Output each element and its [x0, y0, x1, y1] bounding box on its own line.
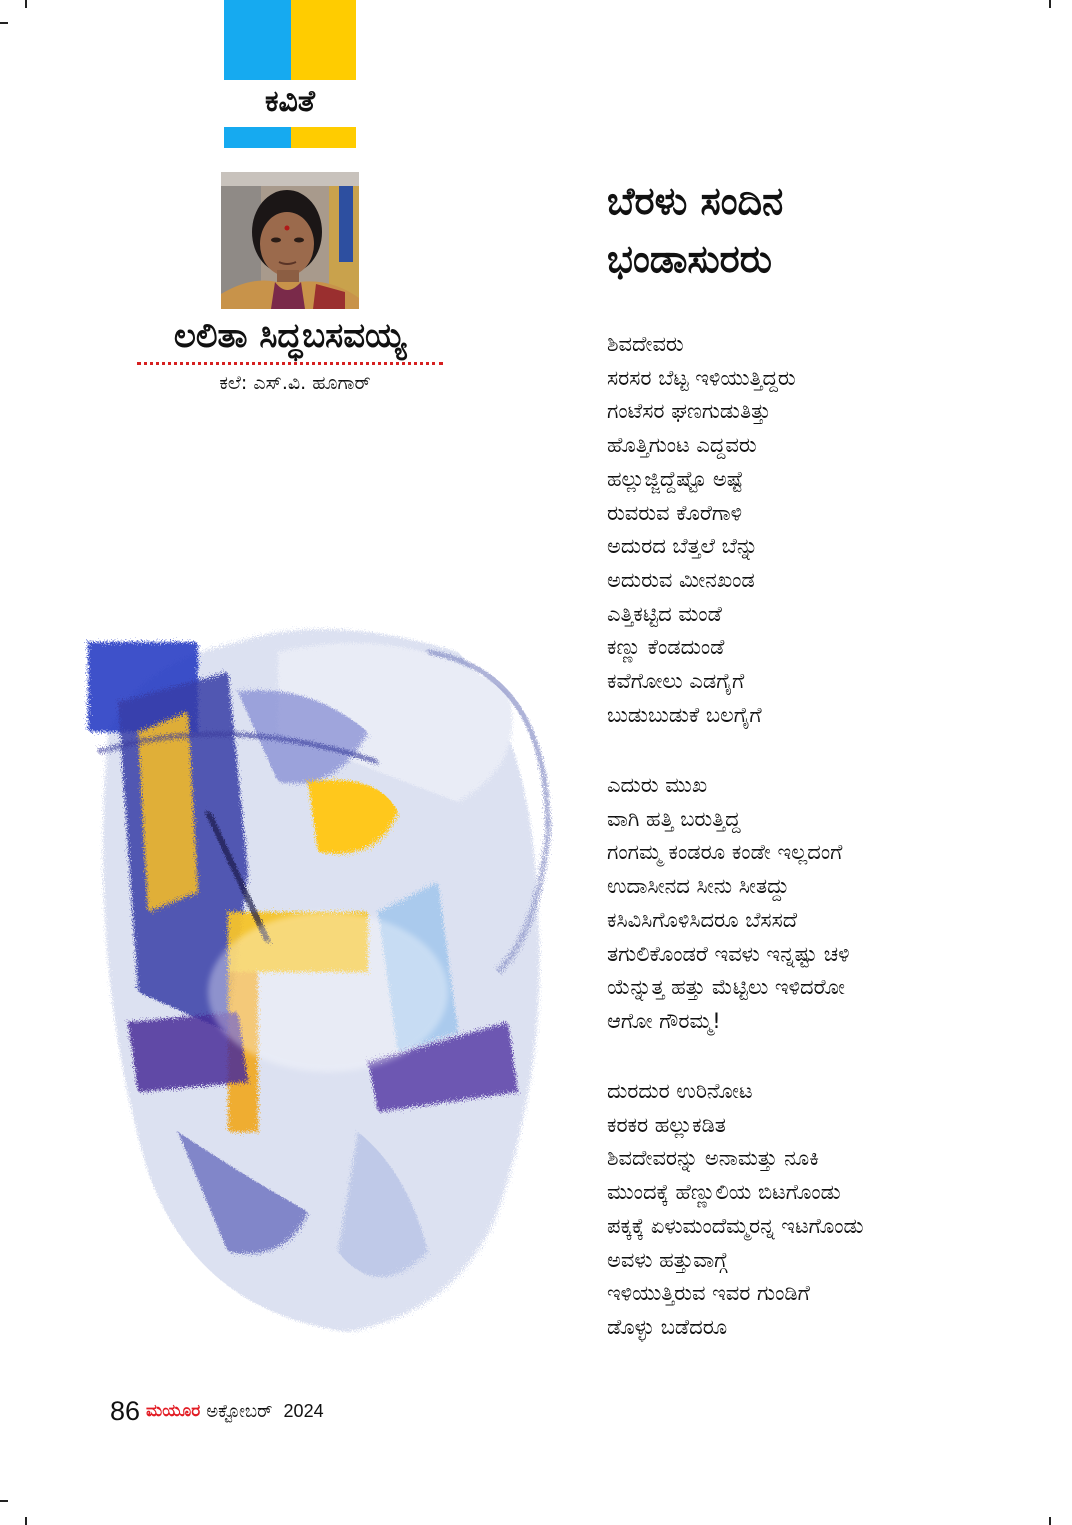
- section-label: ಕವಿತೆ: [265, 84, 315, 119]
- poem-line: ಅದುರುವ ಮೀನಖಂಡ: [607, 567, 755, 592]
- poem-stanza-3: [607, 1075, 1047, 1345]
- poem-line: ತಗುಲಿಕೊಂಡರೆ ಇವಳು ಇನ್ನಷ್ಟು ಚಳಿ: [607, 941, 850, 966]
- poem-line: ಮುಂದಕ್ಕೆ ಹೆಣ್ಣುಲಿಯ ಬಿಟಗೊಂಡು: [607, 1180, 841, 1205]
- poem-line: ಎತ್ತಿಕಟ್ಟಿದ ಮಂಡೆ: [607, 601, 722, 626]
- issue-month: ಅಕ್ಟೋಬರ್: [206, 1400, 273, 1421]
- poem-line: ರುವರುವ ಕೊರೆಗಾಳಿ: [607, 500, 743, 525]
- poem-stanza-2: [607, 769, 1047, 1039]
- art-credit: ಕಲೆ: ಎಸ್‌.ವಿ. ಹೂಗಾರ್: [219, 372, 371, 394]
- poem-title-line: ಬೆರಳು ಸಂದಿನ: [607, 179, 784, 223]
- poem-line: ಕಣ್ಣು ಕೆಂಡದುಂಡೆ: [607, 635, 725, 660]
- crop-mark: [0, 22, 8, 24]
- crop-mark: [0, 1500, 8, 1502]
- poem-line: ಶಿವದೇವರನ್ನು ಅನಾಮತ್ತು ನೂಕಿ: [607, 1146, 819, 1171]
- poem-title: [607, 172, 1047, 288]
- poem-line: ಅವಳು ಹತ್ತುವಾಗ್ಗೆ: [607, 1247, 728, 1272]
- author-name: ಲಲಿತಾ ಸಿದ್ಧಬಸವಯ್ಯ: [173, 316, 407, 356]
- poem-line: ಬುಡುಬುಡುಕೆ ಬಲಗೈಗೆ: [607, 702, 762, 727]
- poem-line: ಶಿವದೇವರು: [607, 332, 684, 356]
- magazine-name: ಮಯೂರ: [146, 1401, 201, 1421]
- poem-line: ಹೊತ್ತಿಗುಂಟ ಎದ್ದವರು: [607, 433, 757, 458]
- poem-line: ಯೆನ್ನುತ್ತ ಹತ್ತು ಮೆಟ್ಟಿಲು ಇಳಿದರೋ: [607, 975, 845, 1000]
- poem-line: ಕವೆಗೋಲು ಎಡಗೈಗೆ: [607, 669, 745, 694]
- crop-mark: [1049, 1517, 1051, 1525]
- poem-line: ಗಂಗಮ್ಮ ಕಂಡರೂ ಕಂಡೇ ಇಲ್ಲದಂಗೆ: [607, 840, 843, 865]
- poem-line: ಸರಸರ ಬೆಟ್ಟ ಇಳಿಯುತ್ತಿದ್ದರು: [607, 365, 796, 390]
- poem-line: ದುರದುರ ಉರಿನೋಟ: [607, 1079, 753, 1103]
- poem-line: ಎದುರು ಮುಖ: [607, 773, 708, 797]
- crop-mark: [25, 0, 27, 8]
- crop-mark: [25, 1517, 27, 1525]
- page-number: 86: [110, 1396, 141, 1426]
- poem-line: ಹಲ್ಲುಜ್ಜಿದ್ದೆಷ್ಟೊ ಅಷ್ಟೆ: [607, 466, 744, 491]
- poem-line: ಗಂಟೆಸರ ಘಣಗುಡುತಿತ್ತು: [607, 399, 771, 424]
- dotted-divider: [137, 362, 443, 365]
- poem-line: ಕರಕರ ಹಲ್ಲುಕಡಿತ: [607, 1112, 726, 1137]
- issue-year: 2024: [283, 1400, 324, 1421]
- poem-line: ಉದಾಸೀನದ ಸೀನು ಸೀತದ್ದು: [607, 874, 790, 899]
- section-color-block-yellow: [291, 0, 356, 80]
- poem-line: ಅದುರದ ಬೆತ್ತಲೆ ಬೆನ್ನು: [607, 534, 759, 559]
- section-color-bar-yellow: [291, 127, 356, 148]
- page-footer: [110, 1393, 324, 1429]
- poem-line: ಡೊಳ್ಳು ಬಡೆದರೂ: [607, 1314, 728, 1339]
- poem-line: ಕಸಿವಿಸಿಗೊಳಿಸಿದರೂ ಬೆಸಸದೆ: [607, 907, 798, 932]
- poem-title-line: ಭಂಡಾಸುರರು: [607, 237, 772, 281]
- poem-line: ಇಳಿಯುತ್ತಿರುವ ಇವರ ಗುಂಡಿಗೆ: [607, 1281, 810, 1306]
- abstract-illustration: [78, 612, 580, 1342]
- poem-line: ವಾಗಿ ಹತ್ತಿ ಬರುತ್ತಿದ್ದ: [607, 806, 741, 831]
- section-color-block-blue: [224, 0, 291, 80]
- poem-line: ಪಕ್ಕಕ್ಕೆ ಏಳುಮಂದೆಮ್ಮರನ್ನ ಇಟಗೊಂಡು: [607, 1213, 864, 1238]
- author-photo: [221, 172, 359, 309]
- section-color-bar-blue: [224, 127, 291, 148]
- crop-mark: [1049, 0, 1051, 8]
- poem-line: ಆಗೋ ಗೌರಮ್ಮ!: [607, 1008, 721, 1033]
- poem-stanza-1: [607, 328, 1047, 732]
